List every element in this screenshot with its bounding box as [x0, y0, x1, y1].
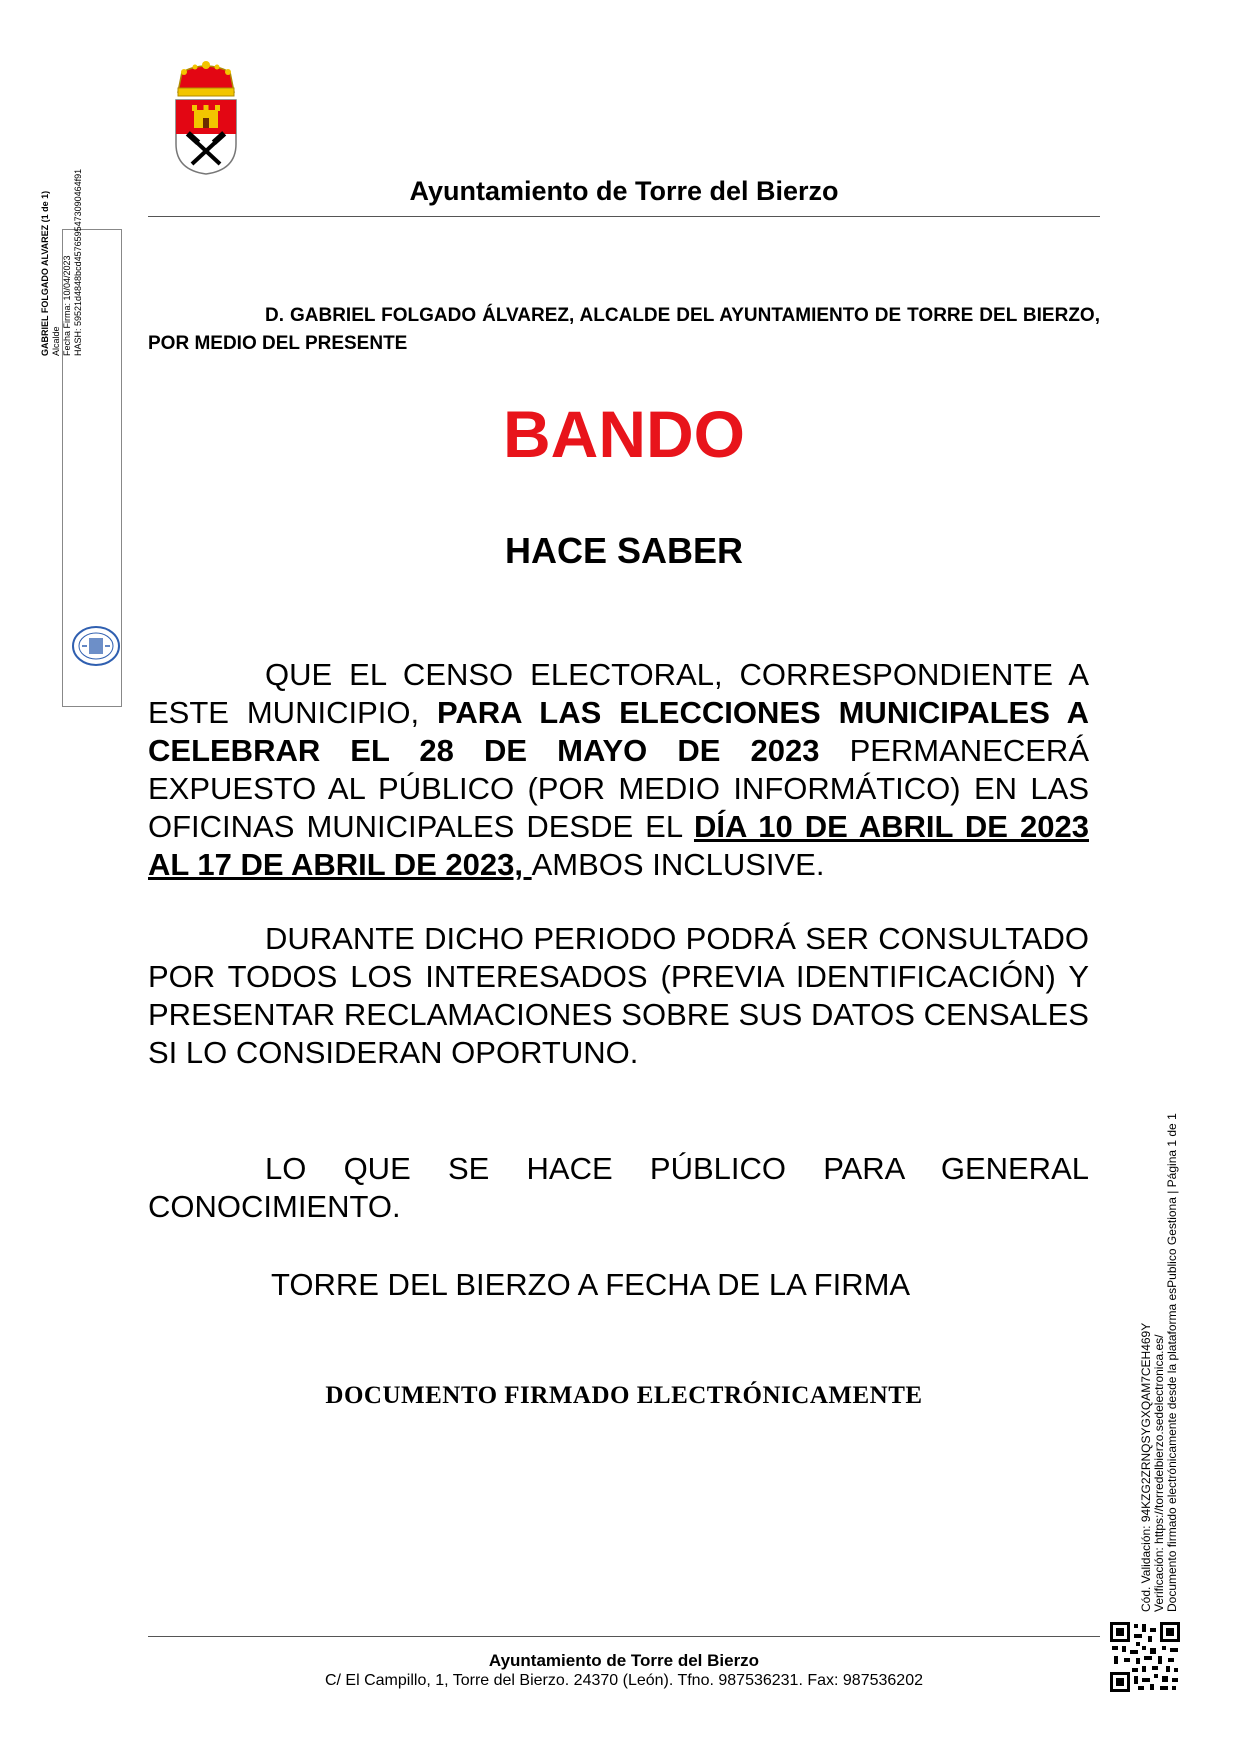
verification-url: Verificación: https://torredelbierzo.sedelectronica.es/: [1152, 1334, 1166, 1612]
footer-organization: Ayuntamiento de Torre del Bierzo: [488, 1651, 760, 1670]
intro-text: D. GABRIEL FOLGADO ÁLVAREZ, ALCALDE DEL AYUNTAMIENTO DE TORRE DEL BIERZO, POR MEDIO DEL PRESENTE: [148, 305, 1100, 354]
footer-divider: [148, 1636, 1100, 1637]
publication-text: LO QUE SE HACE PÚBLICO PARA GENERAL CONOCIMIENTO.: [148, 1151, 1089, 1224]
electronic-signature-notice: DOCUMENTO FIRMADO ELECTRÓNICAMENTE: [325, 1382, 923, 1409]
consultation-paragraph: [148, 920, 1089, 1072]
page-header-title: Ayuntamiento de Torre del Bierzo: [409, 176, 839, 206]
intro-paragraph: [148, 302, 1100, 358]
consultation-text: DURANTE DICHO PERIODO PODRÁ SER CONSULTADO POR TODOS LOS INTERESADOS (PREVIA IDENTIFICACIÓN) Y PRESENTAR RECLAMACIONES SOBRE SUS DATOS CENSALES SI LO CONSIDERAN OPORTUNO.: [148, 921, 1089, 1070]
census-paragraph: [148, 656, 1089, 884]
signature-date: Fecha Firma: 10/04/2023: [62, 255, 72, 356]
footer-address: C/ El Campillo, 1, Torre del Bierzo. 24370 (León). Tfno. 987536231. Fax: 987536202: [324, 1672, 923, 1689]
census-text-e: AMBOS INCLUSIVE.: [531, 847, 825, 882]
signature-seal-icon: [70, 624, 122, 668]
validation-code: Cód. Validación: 94KZG2ZRNQSYGXQAM7CEH469Y: [1139, 1322, 1153, 1612]
qr-code-icon: [1110, 1622, 1180, 1692]
verification-block: [1140, 1113, 1179, 1612]
document-title: BANDO: [503, 397, 745, 471]
signature-stamp-text: [40, 169, 84, 356]
publication-paragraph: [148, 1150, 1089, 1226]
place-date-paragraph: [148, 1266, 1100, 1304]
signer-role: Alcalde: [51, 326, 61, 356]
election-date-text: PARA LAS ELECCIONES MUNICIPALES A CELEBRAR EL 28 DE MAYO DE 2023: [148, 695, 1090, 768]
exposure-period-text: DÍA 10 DE ABRIL DE 2023 AL 17 DE ABRIL DE 2023,: [148, 809, 1089, 882]
signer-name: GABRIEL FOLGADO ALVAREZ (1 de 1): [40, 190, 50, 356]
census-text-a: QUE EL CENSO ELECTORAL, CORRESPONDIENTE A ESTE MUNICIPIO,: [148, 657, 1089, 730]
census-text-c: PERMANECERÁ EXPUESTO AL PÚBLICO (POR MEDIO INFORMÁTICO) EN LAS OFICINAS MUNICIPALES DESDE EL: [148, 733, 1089, 844]
platform-note: Documento firmado electrónicamente desde la plataforma esPublico Gestiona | Página 1 de 1: [1165, 1113, 1179, 1612]
municipal-crest-logo: [172, 58, 240, 176]
signature-hash: HASH: 59521d4848bcd4576595473090464f91: [73, 168, 83, 356]
header-divider: [148, 216, 1100, 217]
place-date-text: TORRE DEL BIERZO A FECHA DE LA FIRMA: [271, 1267, 911, 1302]
document-subtitle: HACE SABER: [504, 530, 744, 571]
